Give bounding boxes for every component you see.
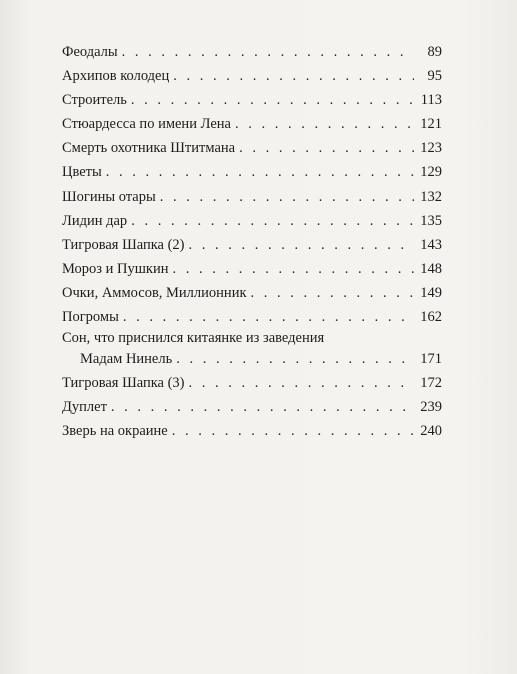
toc-entry-page: 148 bbox=[420, 260, 442, 277]
dot-leader bbox=[173, 64, 414, 88]
dot-leader bbox=[251, 281, 415, 305]
dot-leader bbox=[176, 347, 414, 371]
dot-leader bbox=[239, 136, 414, 160]
toc-entry-page: 132 bbox=[420, 188, 442, 205]
dot-leader bbox=[172, 257, 414, 281]
toc-entry-title: Цветы bbox=[62, 164, 102, 181]
toc-entry-title: Архипов колодец bbox=[62, 68, 170, 85]
toc-entry bbox=[62, 160, 442, 184]
dot-leader bbox=[131, 88, 414, 112]
toc-entry-title: Тигровая Шапка (3) bbox=[62, 375, 185, 392]
toc-entry-page: 113 bbox=[420, 92, 442, 109]
toc-entry bbox=[62, 64, 442, 88]
toc-entry-page: 95 bbox=[427, 68, 442, 85]
toc-entry bbox=[62, 329, 442, 371]
toc-entry-title: Погромы bbox=[62, 309, 119, 326]
toc-entry bbox=[62, 395, 442, 419]
toc-entry-title-continued: Мадам Нинель bbox=[80, 351, 173, 368]
dot-leader bbox=[189, 371, 414, 395]
dot-leader bbox=[189, 233, 414, 257]
toc-entry-page: 171 bbox=[420, 351, 442, 368]
toc-entry-page: 149 bbox=[420, 284, 442, 301]
toc-entry-title: Лидин дар bbox=[62, 212, 128, 229]
dot-leader bbox=[235, 112, 414, 136]
toc-entry bbox=[62, 305, 442, 329]
toc-entry-page: 240 bbox=[420, 423, 442, 440]
toc-entry bbox=[62, 185, 442, 209]
toc-entry-title: Феодалы bbox=[62, 44, 118, 60]
toc-entry-title: Мороз и Пушкин bbox=[62, 260, 169, 277]
toc-entry-page: 239 bbox=[420, 399, 442, 416]
toc-entry bbox=[62, 371, 442, 395]
toc-entry bbox=[62, 257, 442, 281]
dot-leader bbox=[106, 160, 414, 184]
toc-entry-title: Тигровая Шапка (2) bbox=[62, 236, 185, 253]
dot-leader bbox=[160, 185, 414, 209]
toc-entry-page: 89 bbox=[427, 44, 442, 60]
toc-entry-page: 129 bbox=[420, 164, 442, 181]
toc-entry-page: 143 bbox=[420, 236, 442, 253]
toc-entry-page: 135 bbox=[420, 212, 442, 229]
toc-entry bbox=[62, 112, 442, 136]
toc-entry-title: Шогины отары bbox=[62, 188, 156, 205]
toc-entry-page: 172 bbox=[420, 375, 442, 392]
toc-entry-page: 123 bbox=[420, 140, 442, 157]
toc-entry-title: Зверь на окраине bbox=[62, 423, 168, 440]
toc-entry bbox=[62, 136, 442, 160]
table-of-contents bbox=[62, 40, 442, 444]
toc-entry bbox=[62, 209, 442, 233]
toc-entry bbox=[62, 40, 442, 64]
toc-entry-title: Строитель bbox=[62, 92, 127, 109]
dot-leader bbox=[172, 419, 414, 443]
dot-leader bbox=[111, 395, 414, 419]
dot-leader bbox=[131, 209, 414, 233]
toc-entry-title: Дуплет bbox=[62, 399, 107, 416]
dot-leader bbox=[123, 305, 414, 329]
toc-entry-page: 162 bbox=[420, 309, 442, 326]
toc-entry bbox=[62, 281, 442, 305]
toc-entry bbox=[62, 419, 442, 443]
toc-entry bbox=[62, 233, 442, 257]
dot-leader bbox=[122, 40, 414, 64]
toc-entry-title: Смерть охотника Штитмана bbox=[62, 140, 236, 157]
toc-entry bbox=[62, 88, 442, 112]
toc-entry-title: Стюардесса по имени Лена bbox=[62, 116, 231, 133]
toc-entry-title: Сон, что приснился китаянке из заведения bbox=[62, 330, 325, 347]
toc-entry-page: 121 bbox=[420, 116, 442, 133]
toc-entry-title: Очки, Аммосов, Миллионник bbox=[62, 284, 247, 301]
